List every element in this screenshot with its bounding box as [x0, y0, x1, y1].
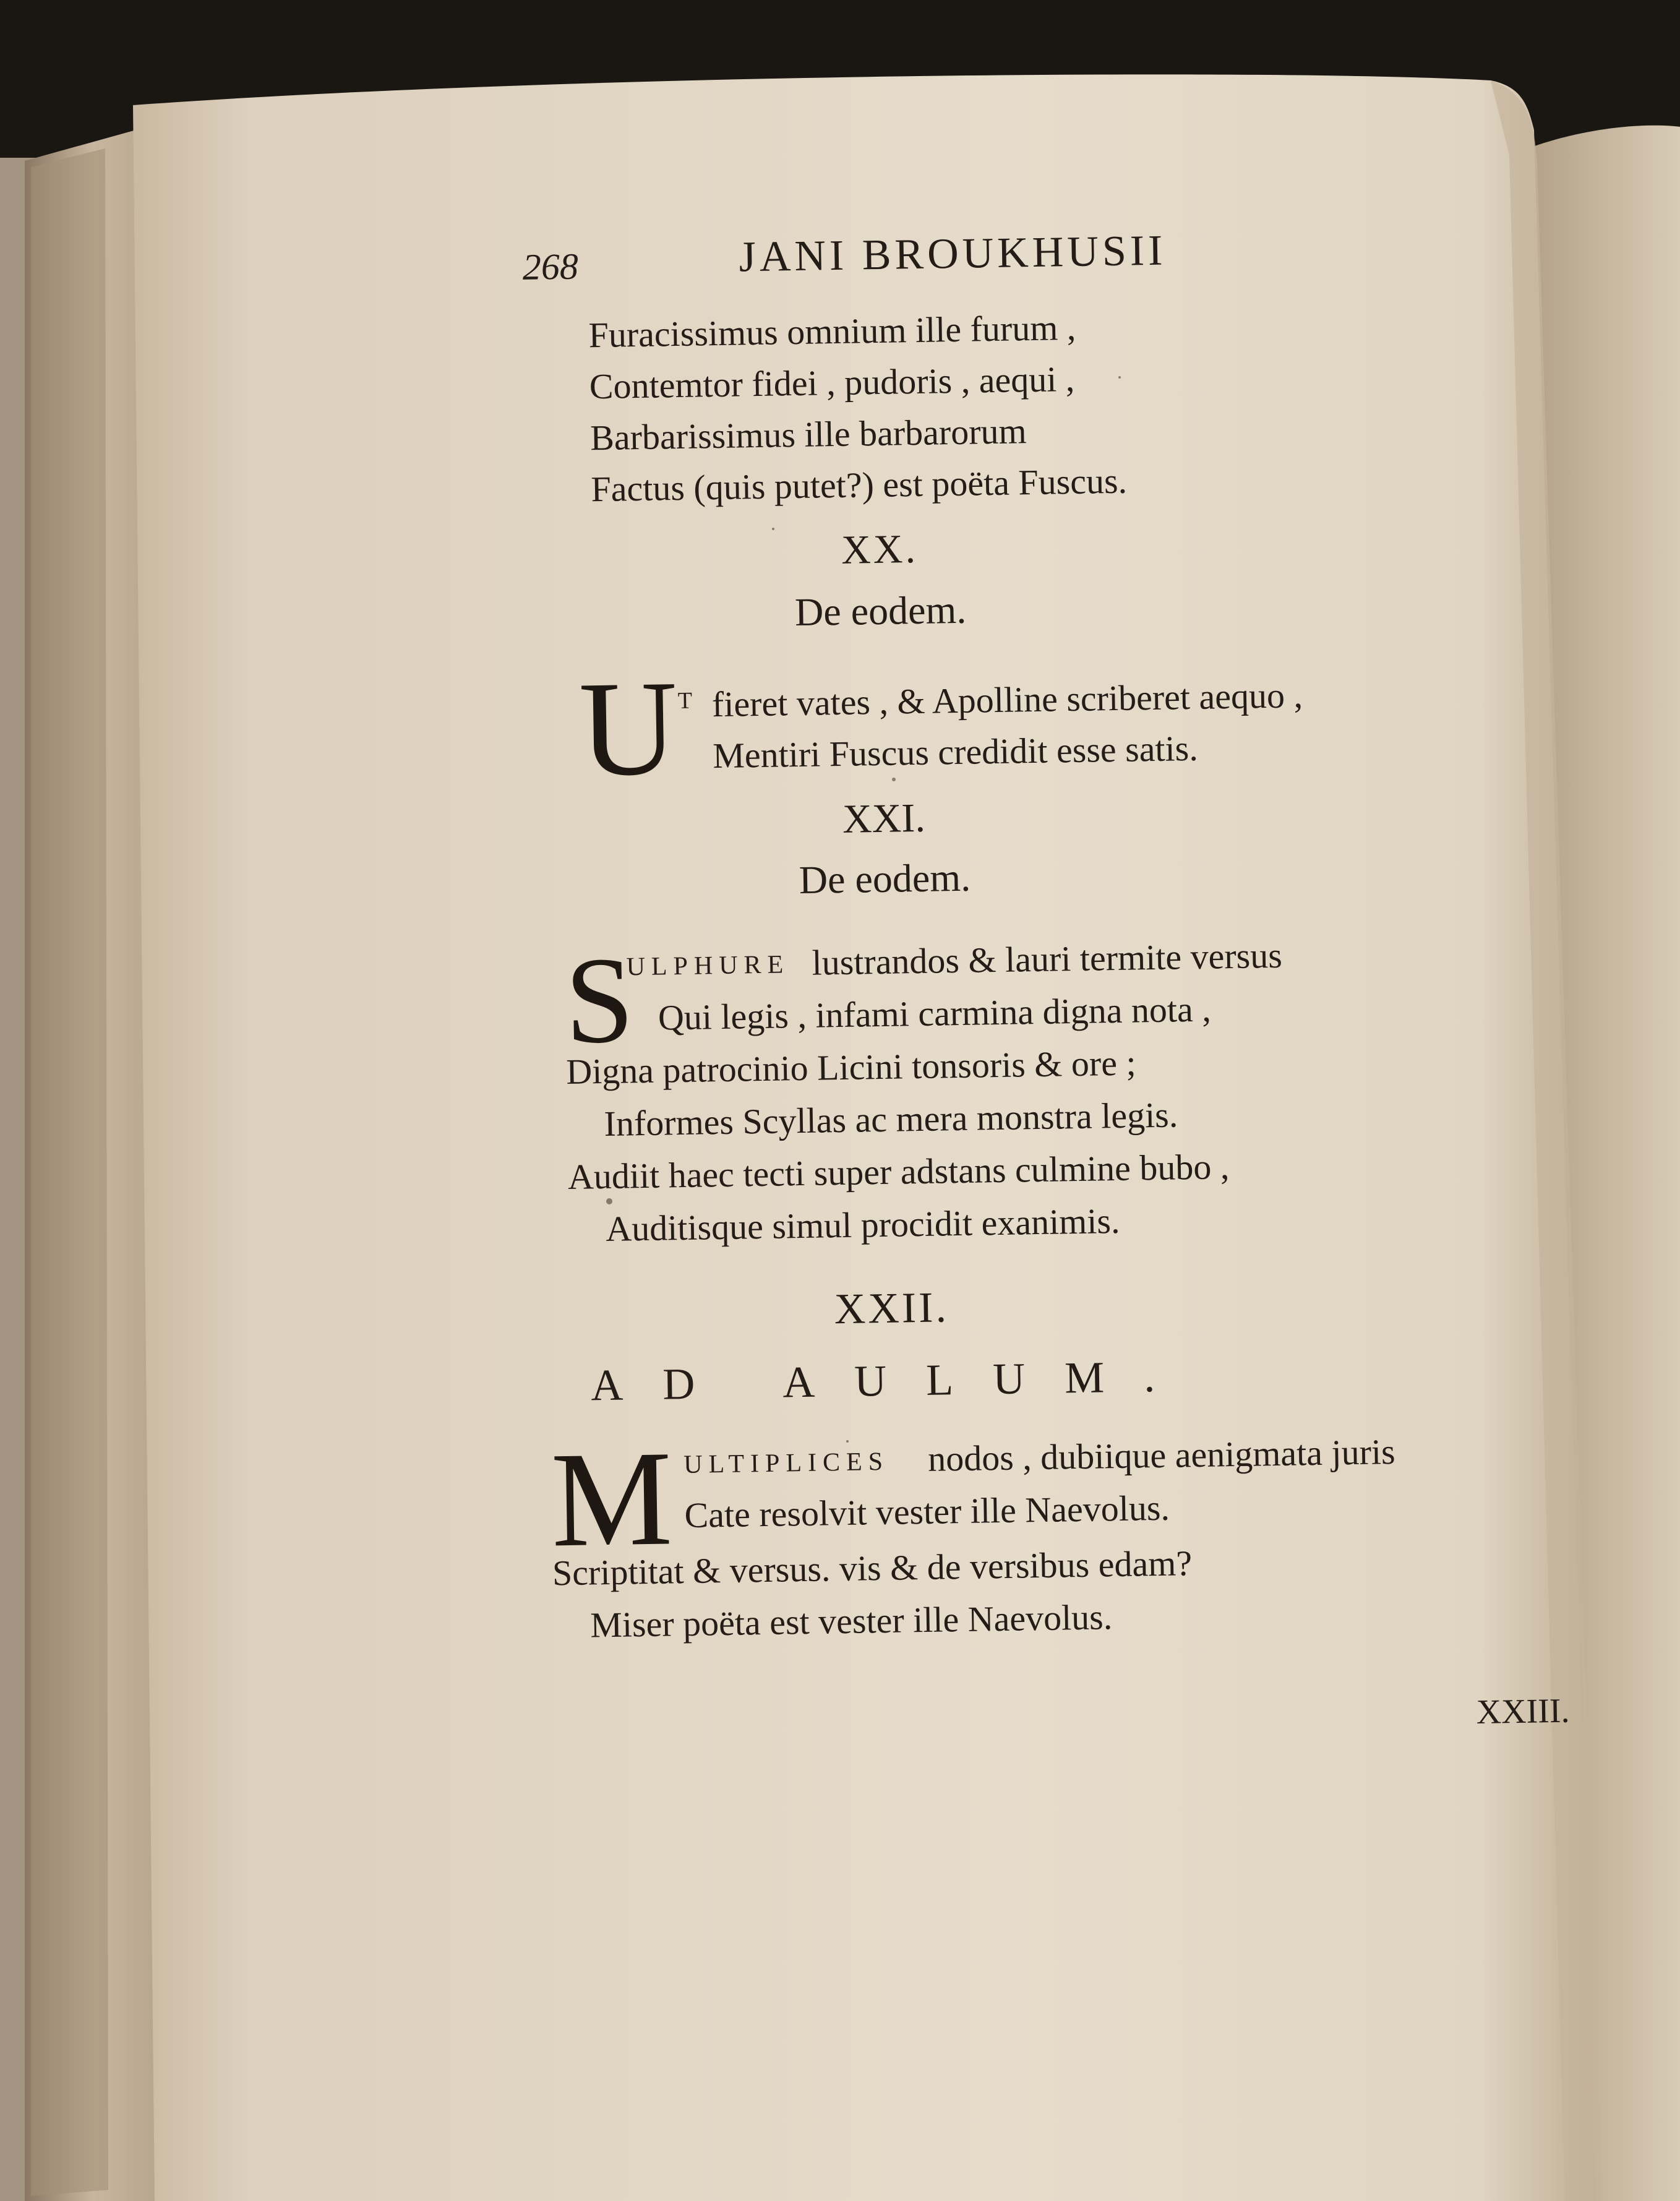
poem-line: Mentiri Fuscus credidit esse satis.: [712, 727, 1199, 776]
page: [124, 57, 1653, 2196]
poem-line: Furacissimus omnium ille furum ,: [588, 307, 1076, 356]
poem-line: Scriptitat & versus. vis & de versibus edam?: [552, 1543, 1193, 1594]
poem-line: Qui legis , infami carmina digna nota ,: [658, 989, 1212, 1038]
poem-line: Auditisque simul procidit exanimis.: [605, 1200, 1120, 1249]
poem-line: Informes Scyllas ac mera monstra legis.: [604, 1094, 1178, 1144]
poem-line: Barbarissimus ille barbarorum: [589, 411, 1027, 458]
poem-title: AD AULUM.: [590, 1351, 1195, 1410]
drop-cap: S: [564, 932, 635, 1070]
poem-line: lustrandos & lauri termite versus: [812, 935, 1283, 983]
poem-line: Cate resolvit vester ille Naevolus.: [684, 1487, 1170, 1536]
poem-line: Factus (quis putet?) est poëta Fuscus.: [590, 460, 1128, 510]
poem-line: Contemtor fidei , pudoris , aequi ,: [589, 358, 1075, 407]
poem-number: XX.: [841, 526, 919, 573]
poem-number: XXII.: [834, 1284, 949, 1334]
running-title: JANI BROUKHUSII: [739, 226, 1167, 281]
drop-cap-continuation: T: [677, 687, 693, 714]
poem-line: fieret vates , & Apolline scriberet aequo ,: [711, 675, 1303, 725]
catchword: XXIII.: [1476, 1691, 1571, 1731]
poem-line: Miser poëta est vester ille Naevolus.: [589, 1597, 1113, 1645]
drop-cap-continuation: ULTIPLICES: [683, 1447, 889, 1480]
poem-title: De eodem.: [794, 587, 967, 635]
poem-line: Audiit haec tecti super adstans culmine bubo ,: [567, 1146, 1230, 1197]
drop-cap-continuation: ULPHURE: [626, 950, 790, 982]
drop-cap: M: [550, 1422, 674, 1576]
page-number: 268: [522, 246, 579, 288]
drop-cap: U: [578, 652, 679, 805]
poem-number: XXI.: [842, 795, 926, 842]
poem-line: nodos , dubiique aenigmata juris: [927, 1431, 1396, 1479]
poem-title: De eodem.: [799, 855, 971, 903]
poem-line: Digna patrocinio Licini tonsoris & ore ;: [565, 1042, 1137, 1092]
